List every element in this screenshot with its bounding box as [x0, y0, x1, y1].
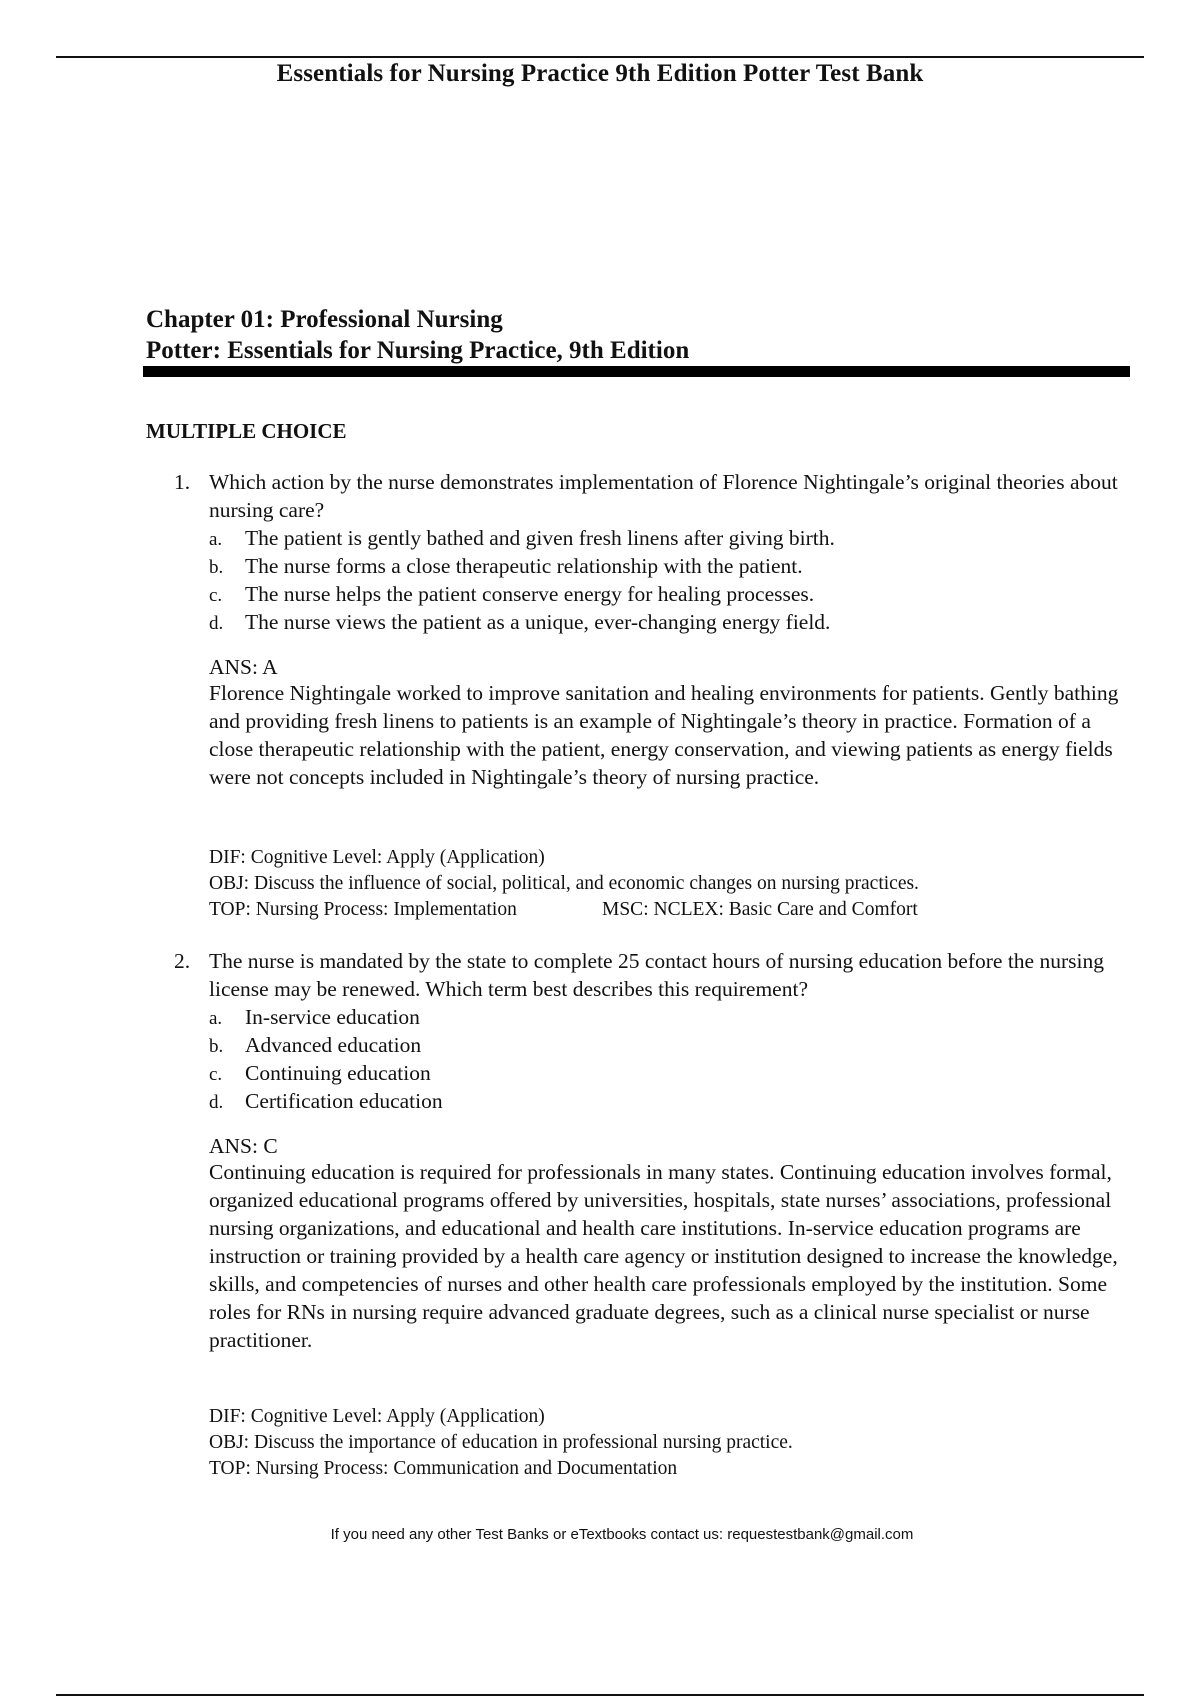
- option-text: The patient is gently bathed and given fresh linens after giving birth.: [245, 526, 835, 550]
- meta-top: TOP: Nursing Process: Communication and Documentation: [209, 1458, 678, 1479]
- option-letter: a.: [209, 529, 223, 550]
- option-c: [209, 1059, 431, 1089]
- question-text: Which action by the nurse demonstrates implementation of Florence Nightingale’s original theories about nursing care?: [209, 470, 1118, 522]
- footer-contact-note: If you need any other Test Banks or eTextbooks contact us: requestestbank@gmail.com: [330, 1526, 914, 1543]
- option-letter: c.: [209, 585, 223, 606]
- option-text: Certification education: [245, 1089, 443, 1113]
- answer-key: ANS: C: [209, 1134, 278, 1158]
- option-d: [209, 1087, 443, 1117]
- meta-dif: DIF: Cognitive Level: Apply (Application): [209, 847, 545, 868]
- option-b: [209, 552, 803, 582]
- header-rule: [56, 56, 1144, 58]
- answer-key: ANS: A: [209, 655, 278, 679]
- question-text: The nurse is mandated by the state to complete 25 contact hours of nursing education before the nursing license may be renewed. Which term best describes this requirement?: [209, 949, 1104, 1001]
- footer-rule: [56, 1694, 1144, 1696]
- chapter-divider: [143, 366, 1130, 377]
- option-text: In-service education: [245, 1005, 420, 1029]
- meta-dif: DIF: Cognitive Level: Apply (Application): [209, 1406, 545, 1427]
- chapter-subtitle: Potter: Essentials for Nursing Practice, 9th Edition: [146, 337, 690, 364]
- option-text: Continuing education: [245, 1061, 431, 1085]
- rationale: Florence Nightingale worked to improve sanitation and healing environments for patients. Gently bathing and providing fresh linens to patients is an example of Nightingale’s theory in practice. Formation of a close therapeutic relationship with the patient, energy conservation, and viewing patients as energy fields were not concepts included in Nightingale’s theory of nursing practice.: [209, 681, 1119, 789]
- meta-top: TOP: Nursing Process: Implementation: [209, 899, 517, 920]
- question-number: 1.: [174, 470, 191, 494]
- option-letter: a.: [209, 1008, 223, 1029]
- rationale: Continuing education is required for professionals in many states. Continuing education involves formal, organized educational programs offered by universities, hospitals, state nurses’ associations, professional nursing organizations, and educational and health care institutions. In-service education programs are instruction or training provided by a health care agency or institution designed to increase the knowledge, skills, and competencies of nurses and other health care professionals employed by the institution. Some roles for RNs in nursing require advanced graduate degrees, such as a clinical nurse specialist or nurse practitioner.: [209, 1160, 1118, 1352]
- option-a: [209, 524, 835, 554]
- meta-msc: MSC: NCLEX: Basic Care and Comfort: [602, 899, 918, 920]
- page-header-title: Essentials for Nursing Practice 9th Edition Potter Test Bank: [276, 60, 924, 87]
- meta-top-msc: [209, 897, 918, 923]
- option-b: [209, 1031, 421, 1061]
- option-d: [209, 608, 830, 638]
- option-letter: d.: [209, 613, 224, 634]
- option-letter: b.: [209, 1036, 224, 1057]
- chapter-heading: [146, 304, 689, 366]
- option-text: The nurse helps the patient conserve energy for healing processes.: [245, 582, 815, 606]
- option-letter: b.: [209, 557, 224, 578]
- option-text: The nurse forms a close therapeutic relationship with the patient.: [245, 554, 803, 578]
- meta-obj: OBJ: Discuss the importance of education in professional nursing practice.: [209, 1432, 793, 1453]
- chapter-title: Chapter 01: Professional Nursing: [146, 306, 503, 333]
- option-text: Advanced education: [245, 1033, 422, 1057]
- option-c: [209, 580, 814, 610]
- question-number: 2.: [174, 949, 191, 973]
- option-a: [209, 1003, 420, 1033]
- section-title: MULTIPLE CHOICE: [146, 419, 347, 443]
- meta-obj: OBJ: Discuss the influence of social, political, and economic changes on nursing practices.: [209, 873, 919, 894]
- option-letter: c.: [209, 1064, 223, 1085]
- option-letter: d.: [209, 1092, 224, 1113]
- option-text: The nurse views the patient as a unique, ever-changing energy field.: [245, 610, 831, 634]
